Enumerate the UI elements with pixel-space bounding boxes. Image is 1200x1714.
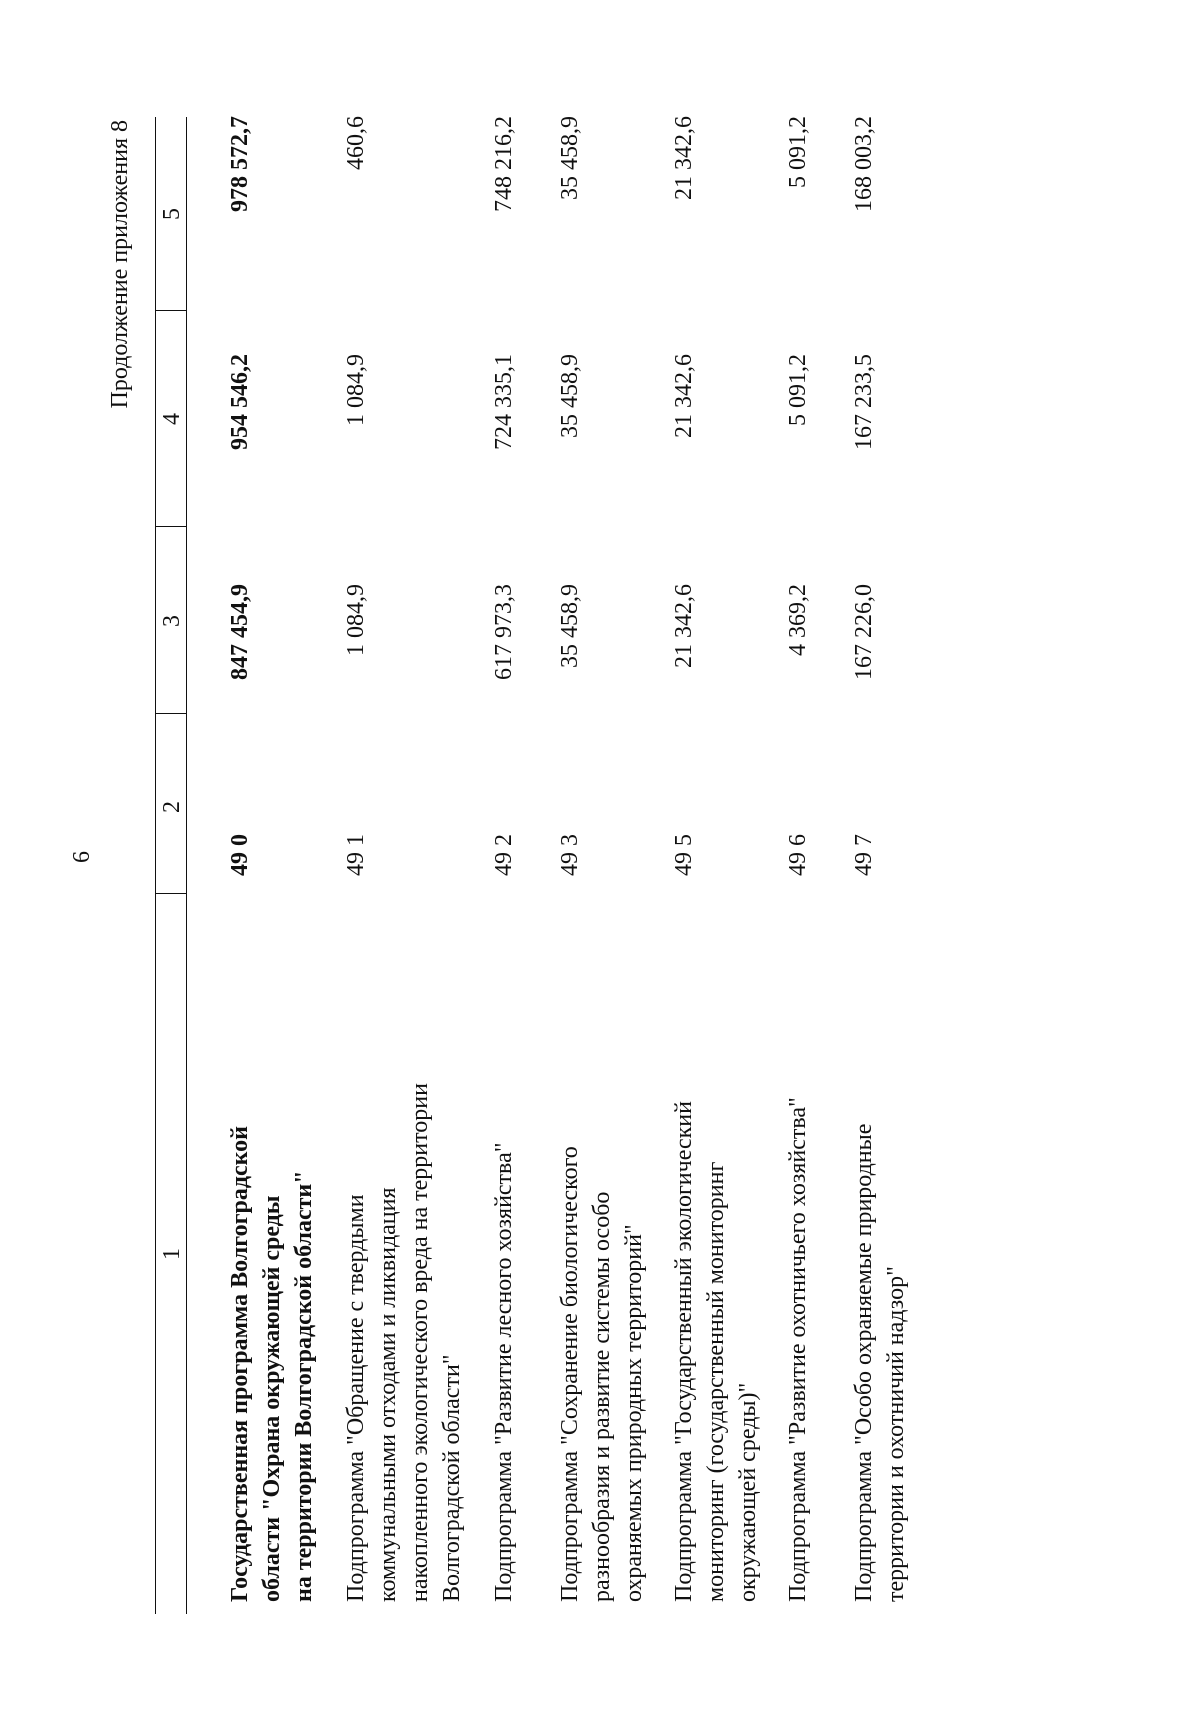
column-header-2: 2 [159,801,185,813]
amount-v4: 167 233,5 [851,354,877,450]
amount-v3: 1 084,9 [343,584,369,656]
amount-v5: 5 091,2 [785,116,811,188]
program-name-line: на территории Волгоградской области" [291,1170,317,1602]
program-name [668,912,764,1602]
program-name [782,912,814,1602]
program-name [848,912,912,1602]
program-code: 49 1 [343,834,369,876]
program-name [340,912,468,1602]
program-name-line: Волгоградской области" [439,1354,465,1602]
program-name-line: Подпрограмма "Обращение с твердыми [343,1194,369,1602]
column-header-1: 1 [159,1248,185,1260]
header-top-rule [155,117,156,1614]
program-code: 49 3 [557,834,583,876]
amount-v5: 978 572,7 [227,116,253,212]
column-header-3: 3 [159,615,185,627]
program-name-line: мониторинг (государственный мониторинг [703,1161,729,1602]
amount-v4: 35 458,9 [557,354,583,438]
column-separator [155,893,186,894]
amount-v3: 4 369,2 [785,584,811,656]
page-number: 6 [69,851,95,863]
program-code: 49 7 [851,834,877,876]
program-name-line: Государственная программа Волгоградской [227,1126,253,1602]
program-code: 49 5 [671,834,697,876]
program-name-line: Подпрограмма "Развитие лесного хозяйства" [491,1142,517,1602]
program-name [488,912,520,1602]
amount-v4: 954 546,2 [227,354,253,450]
amount-v3: 617 973,3 [491,584,517,680]
column-separator [155,526,186,527]
amount-v3: 167 226,0 [851,584,877,680]
amount-v3: 35 458,9 [557,584,583,668]
program-code: 49 6 [785,834,811,876]
program-name-line: Подпрограмма "Государственный экологический [671,1101,697,1602]
program-name-line: разнообразия и развитие системы особо [589,1191,615,1602]
amount-v3: 847 454,9 [227,584,253,680]
program-name-line: окружающей среды)" [735,1382,761,1602]
program-name-line: Подпрограмма "Особо охраняемые природные [851,1123,877,1602]
program-name-line: Подпрограмма "Сохранение биологического [557,1146,583,1602]
program-name [554,912,650,1602]
program-name-line: коммунальными отходами и ликвидация [375,1187,401,1602]
program-name-line: накопленного экологического вреда на территории [407,1083,433,1602]
program-name-line: территории и охотничий надзор" [883,1266,909,1602]
amount-v5: 748 216,2 [491,116,517,212]
amount-v3: 21 342,6 [671,584,697,668]
amount-v4: 5 091,2 [785,354,811,426]
program-code: 49 2 [491,834,517,876]
program-code: 49 0 [227,834,253,876]
column-separator [155,713,186,714]
column-header-5: 5 [159,208,185,220]
header-bottom-rule [186,117,187,1614]
amount-v5: 21 342,6 [671,116,697,200]
continuation-label: Продолжение приложения 8 [107,120,133,409]
program-name [224,912,320,1602]
program-name-line: области "Охрана окружающей среды [259,1195,285,1602]
column-header-4: 4 [159,413,185,425]
amount-v5: 168 003,2 [851,116,877,212]
program-name-line: охраняемых природных территорий" [621,1224,647,1602]
column-separator [155,310,186,311]
amount-v4: 724 335,1 [491,354,517,450]
program-name-line: Подпрограмма "Развитие охотничьего хозяйства" [785,1097,811,1602]
amount-v5: 35 458,9 [557,116,583,200]
amount-v5: 460,6 [343,116,369,170]
amount-v4: 1 084,9 [343,354,369,426]
amount-v4: 21 342,6 [671,354,697,438]
